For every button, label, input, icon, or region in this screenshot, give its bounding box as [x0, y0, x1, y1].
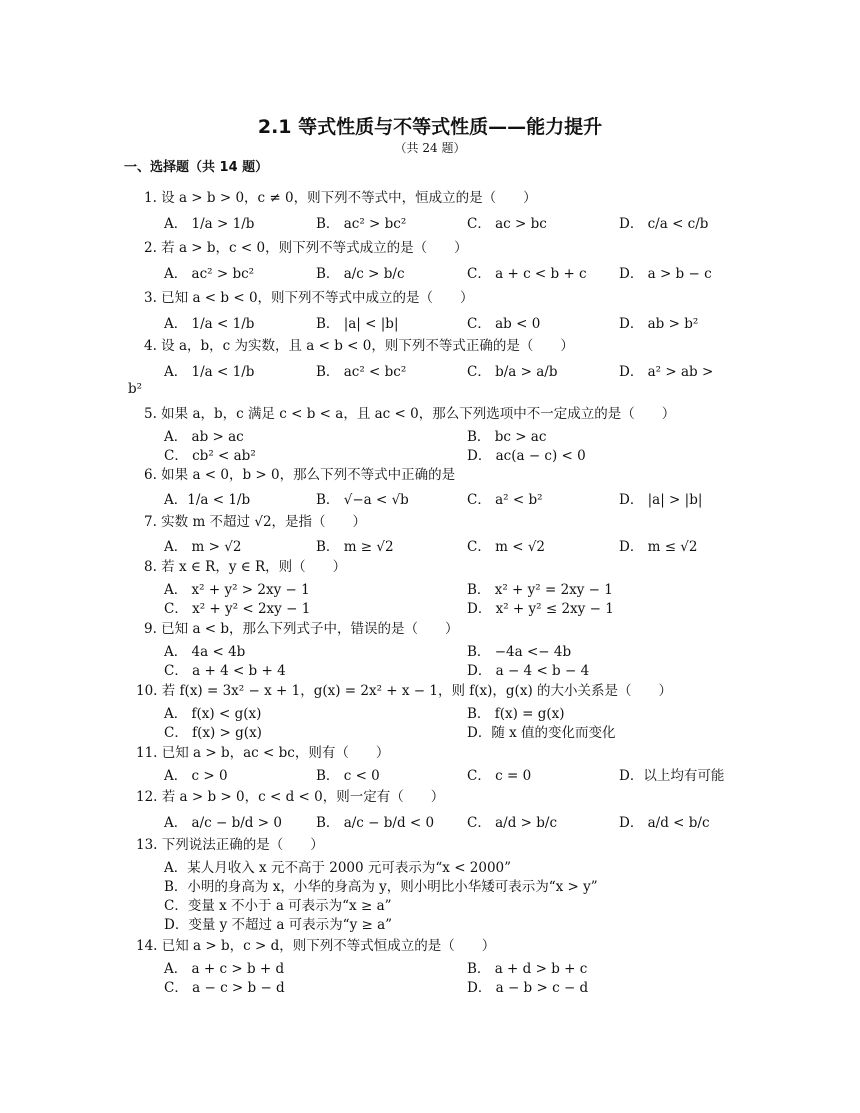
question-7-option-a: A． m > √2 [164, 539, 242, 555]
question-13-option-c: C．变量 x 不小于 a 可表示为“x ≥ a” [164, 898, 392, 914]
question-3-option-c: C． ab < 0 [467, 316, 541, 332]
question-10-option-c: C． f(x) > g(x) [164, 725, 262, 741]
question-8-option-b: B． x² + y² = 2xy − 1 [467, 582, 613, 598]
question-3-stem: 3. 已知 a < b < 0，则下列不等式中成立的是（ ） [144, 290, 474, 306]
question-14-option-a: A． a + c > b + d [164, 961, 285, 977]
question-6-option-b: B． √−a < √b [316, 492, 409, 508]
question-11-option-a: A． c > 0 [164, 768, 228, 784]
question-13-option-d: D．变量 y 不超过 a 可表示为“y ≥ a” [164, 917, 393, 933]
question-4-option-d: D． a² > ab > [619, 364, 714, 380]
question-8-option-c: C． x² + y² < 2xy − 1 [164, 601, 311, 617]
question-11-option-c: C． c = 0 [467, 768, 532, 784]
question-3-option-d: D． ab > b² [619, 316, 699, 332]
question-10-option-d: D．随 x 值的变化而变化 [467, 725, 616, 741]
section-heading: 一、选择题（共 14 题） [124, 160, 269, 175]
question-6-option-a: A．1/a < 1/b [164, 492, 251, 508]
question-7-stem: 7. 实数 m 不超过 √2，是指（ ） [144, 514, 367, 530]
question-7-option-c: C． m < √2 [467, 539, 546, 555]
question-12-option-b: B． a/c − b/d < 0 [316, 815, 435, 831]
question-6-option-d: D． |a| > |b| [619, 492, 703, 508]
page-title: 2.1 等式性质与不等式性质——能力提升 [257, 116, 603, 138]
question-12-option-d: D． a/d < b/c [619, 815, 710, 831]
question-11-option-b: B． c < 0 [316, 768, 380, 784]
question-10-option-a: A． f(x) < g(x) [164, 706, 262, 722]
question-8-option-a: A． x² + y² > 2xy − 1 [164, 582, 310, 598]
question-9-option-a: A． 4a < 4b [164, 644, 246, 660]
question-11-option-d: D．以上均有可能 [619, 768, 725, 784]
question-5-option-b: B． bc > ac [467, 429, 547, 445]
question-1-stem: 1. 设 a > b > 0，c ≠ 0，则下列不等式中，恒成立的是（ ） [144, 190, 537, 206]
question-4-option-d-wrap: b² [128, 381, 143, 397]
question-2-stem: 2. 若 a > b，c < 0，则下列不等式成立的是（ ） [144, 240, 468, 256]
question-13-option-b: B．小明的身高为 x，小华的身高为 y，则小明比小华矮可表示为“x > y” [164, 879, 598, 895]
question-1-option-c: C． ac > bc [467, 216, 547, 232]
question-1-option-b: B． ac² > bc² [316, 216, 407, 232]
question-9-option-c: C． a + 4 < b + 4 [164, 663, 286, 679]
question-4-option-c: C． b/a > a/b [467, 364, 558, 380]
question-13-option-a: A．某人月收入 x 元不高于 2000 元可表示为“x < 2000” [164, 860, 512, 876]
question-14-stem: 14. 已知 a > b，c > d，则下列不等式恒成立的是（ ） [136, 938, 496, 954]
question-14-option-b: B． a + d > b + c [467, 961, 588, 977]
question-2-option-b: B． a/c > b/c [316, 266, 405, 282]
question-9-option-b: B． −4a <− 4b [467, 644, 572, 660]
question-4-stem: 4. 设 a，b，c 为实数，且 a < b < 0，则下列不等式正确的是（ ） [144, 338, 574, 354]
question-11-stem: 11. 已知 a > b，ac < bc，则有（ ） [136, 745, 390, 761]
question-10-stem: 10. 若 f(x) = 3x² − x + 1，g(x) = 2x² + x − 1，则 f(x)，g(x) 的大小关系是（ ） [136, 683, 672, 699]
question-8-stem: 8. 若 x ∈ R，y ∈ R，则（ ） [144, 559, 347, 575]
question-3-option-a: A． 1/a < 1/b [164, 316, 255, 332]
question-8-option-d: D． x² + y² ≤ 2xy − 1 [467, 601, 614, 617]
question-5-option-c: C． cb² < ab² [164, 448, 256, 464]
question-2-option-d: D． a > b − c [619, 266, 712, 282]
question-13-stem: 13. 下列说法正确的是（ ） [136, 837, 324, 853]
question-12-option-a: A． a/c − b/d > 0 [164, 815, 282, 831]
question-1-option-d: D． c/a < c/b [619, 216, 709, 232]
question-14-option-c: C． a − c > b − d [164, 980, 285, 996]
question-14-option-d: D． a − b > c − d [467, 980, 589, 996]
question-6-stem: 6. 如果 a < 0，b > 0，那么下列不等式中正确的是 [144, 467, 456, 483]
question-3-option-b: B． |a| < |b| [316, 316, 399, 332]
question-9-stem: 9. 已知 a < b，那么下列式子中，错误的是（ ） [144, 621, 459, 637]
question-12-option-c: C． a/d > b/c [467, 815, 558, 831]
question-1-option-a: A． 1/a > 1/b [164, 216, 255, 232]
question-9-option-d: D． a − 4 < b − 4 [467, 663, 590, 679]
question-2-option-c: C． a + c < b + c [467, 266, 587, 282]
question-4-option-b: B． ac² < bc² [316, 364, 407, 380]
question-10-option-b: B． f(x) = g(x) [467, 706, 565, 722]
question-5-option-a: A． ab > ac [164, 429, 244, 445]
question-6-option-c: C． a² < b² [467, 492, 543, 508]
question-5-stem: 5. 如果 a，b，c 满足 c < b < a，且 ac < 0，那么下列选项中不一定成立的是（ ） [144, 406, 676, 422]
question-7-option-d: D． m ≤ √2 [619, 539, 698, 555]
question-12-stem: 12. 若 a > b > 0，c < d < 0，则一定有（ ） [136, 789, 445, 805]
question-count: （共 24 题） [394, 141, 466, 155]
question-2-option-a: A． ac² > bc² [164, 266, 255, 282]
question-5-option-d: D． ac(a − c) < 0 [467, 448, 586, 464]
question-7-option-b: B． m ≥ √2 [316, 539, 394, 555]
question-4-option-a: A． 1/a < 1/b [164, 364, 255, 380]
